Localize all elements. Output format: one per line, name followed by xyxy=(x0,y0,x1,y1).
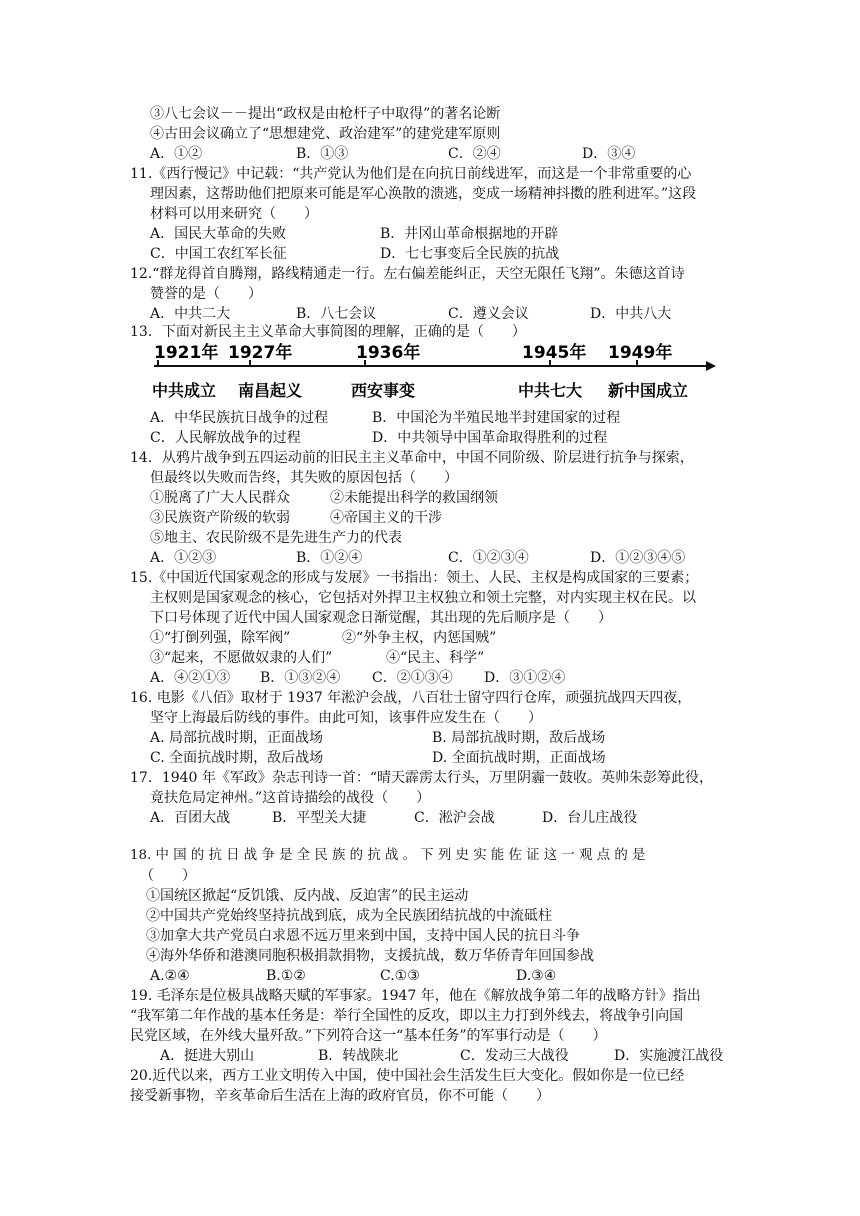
q17-option-d: D．台儿庄战役 xyxy=(542,810,638,826)
q19-option-b: B．转战陕北 xyxy=(318,1048,399,1064)
q12-option-a: A．中共二大 xyxy=(150,306,231,322)
q17-option-c: C．淞沪会战 xyxy=(414,810,495,826)
q20-stem-line-1: 20.近代以来，西方工业文明传入中国，使中国社会生活发生巨大变化。假如你是一位已经 xyxy=(130,1068,685,1084)
q11-option-a: A．国民大革命的失败 xyxy=(150,226,287,242)
q10-option-b: B．①③ xyxy=(296,146,349,162)
q14-option-a: A．①②③ xyxy=(150,550,217,566)
q19-option-a: A．挺进大别山 xyxy=(160,1048,255,1064)
q20-stem-line-2: 接受新事物，辛亥革命后生活在上海的政府官员，你不可能（ ） xyxy=(130,1088,550,1104)
q16-option-b: B. 局部抗战时期，敌后战场 xyxy=(432,730,606,746)
q10-option-c: C．②④ xyxy=(448,146,501,162)
q17-option-a: A．百团大战 xyxy=(150,810,231,826)
q15-stem-line-2: 主权则是国家观念的核心，它包括对外捍卫主权独立和领土完整，对内实现主权在民。以 xyxy=(150,590,696,606)
q19-stem-line-3: 民党区域，在外线大量歼敌。”下列符合这一“基本任务”的军事行动是（ ） xyxy=(130,1028,607,1044)
q18-item-1: ①国统区掀起“反饥饿、反内战、反迫害”的民主运动 xyxy=(146,888,469,904)
timeline-year-1927: 1927年 xyxy=(228,343,293,363)
q18-stem-line-2: （ ） xyxy=(140,868,196,884)
q10-item-4: ④古田会议确立了“思想建党、政治建军”的建党建军原则 xyxy=(150,126,501,142)
q14-item-3: ③民族资产阶级的软弱 xyxy=(150,510,290,526)
q15-stem-line-3: 下口号体现了近代中国人国家观念日渐觉醒，其出现的先后顺序是（ ） xyxy=(150,610,612,626)
q18-option-d: D.③④ xyxy=(516,968,557,984)
q11-stem-line-3: 材料可以用来研究（ ） xyxy=(150,206,318,222)
q13-option-d: D．中共领导中国革命取得胜利的过程 xyxy=(372,430,608,446)
q14-option-b: B．①②④ xyxy=(296,550,363,566)
timeline-event-xian-incident: 西安事变 xyxy=(351,381,416,400)
q10-item-3: ③八七会议－－提出“政权是由枪杆子中取得”的著名论断 xyxy=(150,106,501,122)
q13-option-b: B．中国沦为半殖民地半封建国家的过程 xyxy=(372,410,621,426)
q15-item-3: ③“起来，不愿做奴隶的人们” xyxy=(150,650,333,666)
timeline-year-1936: 1936年 xyxy=(356,343,421,363)
q18-option-a: A.②④ xyxy=(150,968,190,984)
q11-stem-line-1: 11.《西行慢记》中记载：“共产党认为他们是在向抗日前线进军，而这是一个非常重要的心 xyxy=(130,166,692,182)
q16-option-d: D. 全面抗战时期，正面战场 xyxy=(432,750,606,766)
q18-item-2: ②中国共产党始终坚持抗战到底，成为全民族团结抗战的中流砥柱 xyxy=(146,908,552,924)
timeline-arrowhead xyxy=(706,361,716,371)
q14-item-1: ①脱离了广大人民群众 xyxy=(150,490,290,506)
q19-option-d: D．实施渡江战役 xyxy=(614,1048,724,1064)
timeline-year-1921: 1921年 xyxy=(154,343,219,363)
timeline-event-prc-founding: 新中国成立 xyxy=(608,381,689,400)
q12-stem-line-2: 赞誉的是（ ） xyxy=(150,286,262,302)
timeline-diagram xyxy=(150,340,720,410)
q17-stem-line-2: 竟扶危局定神州。”这首诗描绘的战役（ ） xyxy=(150,790,431,806)
q16-stem-line-1: 16. 电影《八佰》取材于 1937 年淞沪会战，八百壮士留守四行仓库，顽强抗战四天四夜， xyxy=(130,690,692,706)
q10-option-d: D．③④ xyxy=(582,146,636,162)
q11-option-c: C．中国工农红军长征 xyxy=(150,246,287,262)
q12-stem-line-1: 12.“群龙得首自腾翔，路线精通走一行。左右偏差能纠正，天空无限任飞翔”。朱德这首诗 xyxy=(130,266,685,282)
q15-item-1: ①“打倒列强，除军阀” xyxy=(150,630,291,646)
q12-option-b: B．八七会议 xyxy=(296,306,377,322)
q14-item-5: ⑤地主、农民阶级不是先进生产力的代表 xyxy=(150,530,402,546)
q11-option-b: B．井冈山革命根据地的开辟 xyxy=(380,226,559,242)
q16-option-c: C. 全面抗战时期，敌后战场 xyxy=(150,750,324,766)
timeline-year-1945: 1945年 xyxy=(522,343,587,363)
q10-option-a: A．①② xyxy=(150,146,203,162)
q18-item-3: ③加拿大共产党员白求恩不远万里来到中国，支持中国人民的抗日斗争 xyxy=(146,928,580,944)
q16-stem-line-2: 坚守上海最后防线的事件。由此可知，该事件应发生在（ ） xyxy=(150,710,542,726)
q14-item-2: ②未能提出科学的救国纲领 xyxy=(330,490,498,506)
q18-option-c: C.①③ xyxy=(380,968,420,984)
q13-option-c: C．人民解放战争的过程 xyxy=(150,430,301,446)
q17-option-b: B．平型关大捷 xyxy=(272,810,367,826)
q14-stem-line-2: 但最终以失败而告终，其失败的原因包括（ ） xyxy=(150,470,458,486)
q11-option-d: D．七七事变后全民族的抗战 xyxy=(380,246,560,262)
q15-item-4: ④“民主、科学” xyxy=(386,650,485,666)
q18-option-b: B.①② xyxy=(266,968,306,984)
q12-option-d: D．中共八大 xyxy=(590,306,672,322)
timeline-event-ccp-founding: 中共成立 xyxy=(152,381,217,400)
q15-item-2: ②“外争主权，内惩国贼” xyxy=(342,630,497,646)
q15-option-a: A．④②①③ xyxy=(150,670,231,686)
timeline-event-seventh-congress: 中共七大 xyxy=(518,381,583,400)
q19-stem-line-1: 19. 毛泽东是位极具战略天赋的军事家。1947 年，他在《解放战争第二年的战略方针》指出 xyxy=(130,988,701,1004)
q19-stem-line-2: “我军第二年作战的基本任务是：举行全国性的反攻，即以主力打到外线去，将战争引向国 xyxy=(130,1008,684,1024)
q18-item-4: ④海外华侨和港澳同胞积极捐款捐物，支援抗战，数万华侨青年回国参战 xyxy=(146,948,594,964)
q11-stem-line-2: 理因素，这帮助他们把原来可能是军心涣散的溃逃，变成一场精神抖擞的胜利进军。”这段 xyxy=(150,186,697,202)
timeline-year-1949: 1949年 xyxy=(608,343,673,363)
q14-item-4: ④帝国主义的干涉 xyxy=(330,510,442,526)
q18-stem-line-1: 18. 中 国 的 抗 日 战 争 是 全 民 族 的 抗 战 。 下 列 史 实 能 佐 证 这 一 观 点 的 是 xyxy=(130,848,646,863)
q12-option-c: C．遵义会议 xyxy=(448,306,529,322)
q13-option-a: A．中华民族抗日战争的过程 xyxy=(150,410,329,426)
q14-stem-line-1: 14．从鸦片战争到五四运动前的旧民主主义革命中，中国不同阶级、阶层进行抗争与探索， xyxy=(130,450,694,466)
q14-option-c: C．①②③④ xyxy=(448,550,529,566)
q15-option-c: C．②①③④ xyxy=(372,670,453,686)
q16-option-a: A. 局部抗战时期，正面战场 xyxy=(150,730,324,746)
q15-stem-line-1: 15.《中国近代国家观念的形成与发展》一书指出：领土、人民、主权是构成国家的三要素； xyxy=(130,570,699,586)
q15-option-d: D．③①②④ xyxy=(484,670,566,686)
q19-option-c: C．发动三大战役 xyxy=(460,1048,569,1064)
q17-stem-line-1: 17．1940 年《军政》杂志刊诗一首：“晴天霹雳太行头，万里阴霾一鼓收。英帅朱彭筹此役， xyxy=(130,770,714,786)
q13-stem: 13．下面对新民主主义革命大事简图的理解，正确的是（ ） xyxy=(130,324,526,340)
q14-option-d: D．①②③④⑤ xyxy=(590,550,686,566)
q15-option-b: B．①③②④ xyxy=(260,670,341,686)
timeline-event-nanchang-uprising: 南昌起义 xyxy=(238,381,303,400)
